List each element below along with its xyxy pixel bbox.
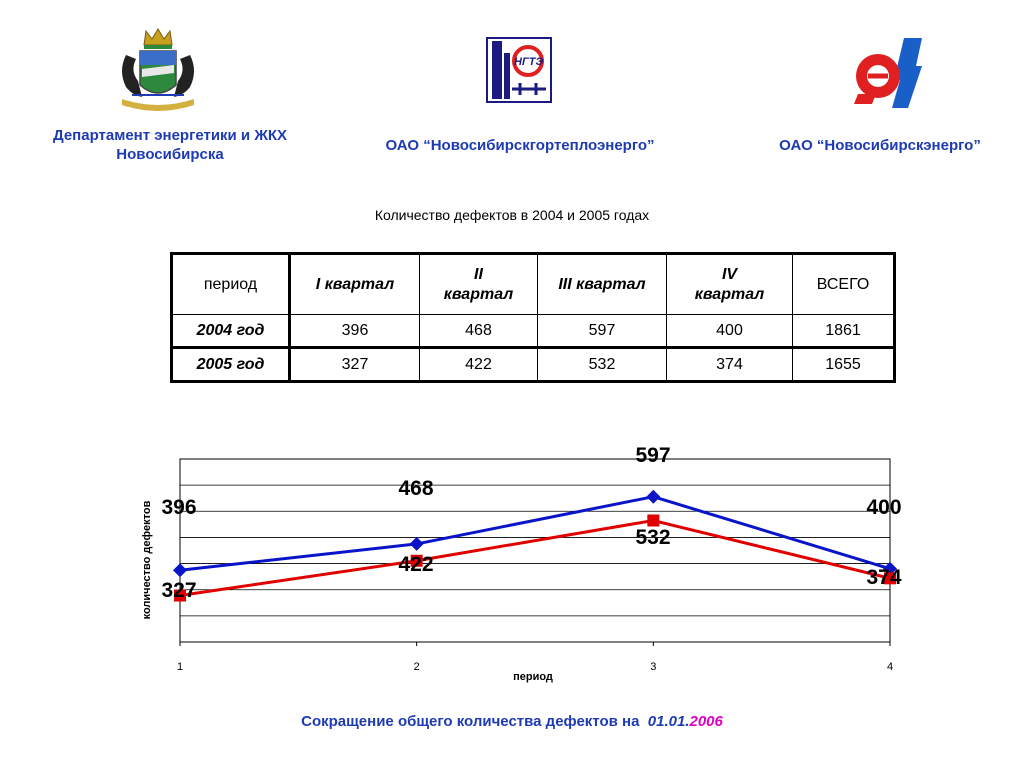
- footer-text: Сокращение общего количества дефектов на: [301, 713, 640, 730]
- y-axis-label: количество дефектов: [141, 500, 153, 620]
- header-q2-line1: II: [474, 265, 483, 283]
- org-novosibirskenergo: ОАО “Новосибирскэнерго”: [779, 137, 981, 154]
- data-label: 327: [161, 579, 197, 602]
- x-tick-label: 4: [886, 661, 894, 673]
- x-tick-label: 2: [413, 661, 420, 673]
- data-label: 422: [398, 553, 434, 576]
- data-label: 396: [161, 496, 197, 519]
- data-label: 374: [866, 566, 902, 589]
- org-department-line2: Новосибирска: [116, 146, 224, 163]
- row-label: 2004 год: [172, 315, 290, 348]
- header-period: период: [172, 254, 290, 315]
- x-axis-label: период: [513, 671, 553, 683]
- header-q4-line1: IV: [721, 265, 738, 283]
- data-label: 468: [398, 477, 434, 500]
- x-tick-label: 3: [650, 661, 657, 673]
- header-q3: III квартал: [538, 254, 667, 315]
- plot-area: [180, 459, 890, 642]
- cell-q4: 374: [667, 348, 793, 382]
- cell-q3: 597: [538, 315, 667, 348]
- cell-q4: 400: [667, 315, 793, 348]
- cell-q2: 422: [420, 348, 538, 382]
- data-label: 400: [866, 496, 902, 519]
- footer-date: 01.01.: [647, 713, 690, 730]
- data-label: 532: [635, 526, 671, 549]
- header-q1: I квартал: [290, 254, 420, 315]
- cell-q1: 396: [290, 315, 420, 348]
- org-department-line1: Департамент энергетики и ЖКХ: [52, 127, 288, 144]
- page-title: Количество дефектов в 2004 и 2005 годах: [374, 207, 650, 223]
- header-total: ВСЕГО: [793, 254, 895, 315]
- cell-q2: 468: [420, 315, 538, 348]
- header-q4-line2: квартал: [694, 285, 765, 303]
- footer-year: 2006: [689, 713, 723, 730]
- cell-q3: 532: [538, 348, 667, 382]
- org-ngte: ОАО “Новосибирскгортеплоэнерго”: [385, 137, 655, 154]
- cell-total: 1861: [793, 315, 895, 348]
- x-tick-label: 1: [176, 661, 184, 673]
- footer-note: [0, 713, 1024, 730]
- cell-q1: 327: [290, 348, 420, 382]
- data-label: 597: [635, 444, 671, 467]
- header-q2-line2: квартал: [443, 285, 514, 303]
- ngte-logo-text: НГТЭ: [514, 56, 544, 68]
- row-label: 2005 год: [172, 348, 290, 382]
- cell-total: 1655: [793, 348, 895, 382]
- data-point: [647, 514, 659, 526]
